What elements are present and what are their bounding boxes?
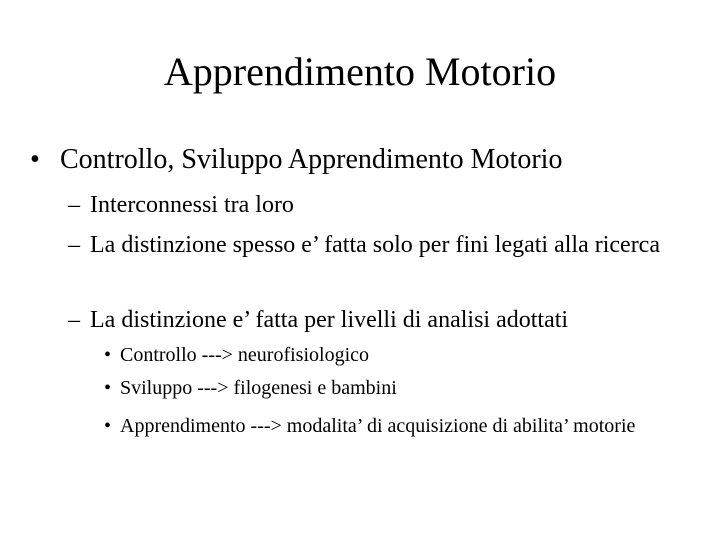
- dash-marker: –: [68, 232, 80, 258]
- dash-marker: –: [68, 192, 80, 218]
- slide-title: Apprendimento Motorio: [163, 49, 557, 94]
- subsubbullet-text: Controllo ---> neurofisiologico: [120, 344, 370, 366]
- bullet-marker: •: [104, 415, 112, 437]
- bullet-marker: •: [104, 377, 112, 399]
- subbullet-text: La distinzione e’ fatta per livelli di analisi adottati: [90, 307, 569, 333]
- bullet-marker: •: [30, 144, 40, 175]
- dash-marker: –: [68, 307, 80, 333]
- bullet-text: Controllo, Sviluppo Apprendimento Motorio: [60, 144, 563, 175]
- subsubbullet-text: Sviluppo ---> filogenesi e bambini: [120, 377, 397, 399]
- subbullet-text: La distinzione spesso e’ fatta solo per fini legati alla ricerca: [90, 232, 660, 258]
- bullet-marker: •: [104, 344, 112, 366]
- subbullet-text: Interconnessi tra loro: [90, 192, 294, 218]
- subsubbullet-text: Apprendimento ---> modalita’ di acquisizione di abilita’ motorie: [120, 415, 636, 437]
